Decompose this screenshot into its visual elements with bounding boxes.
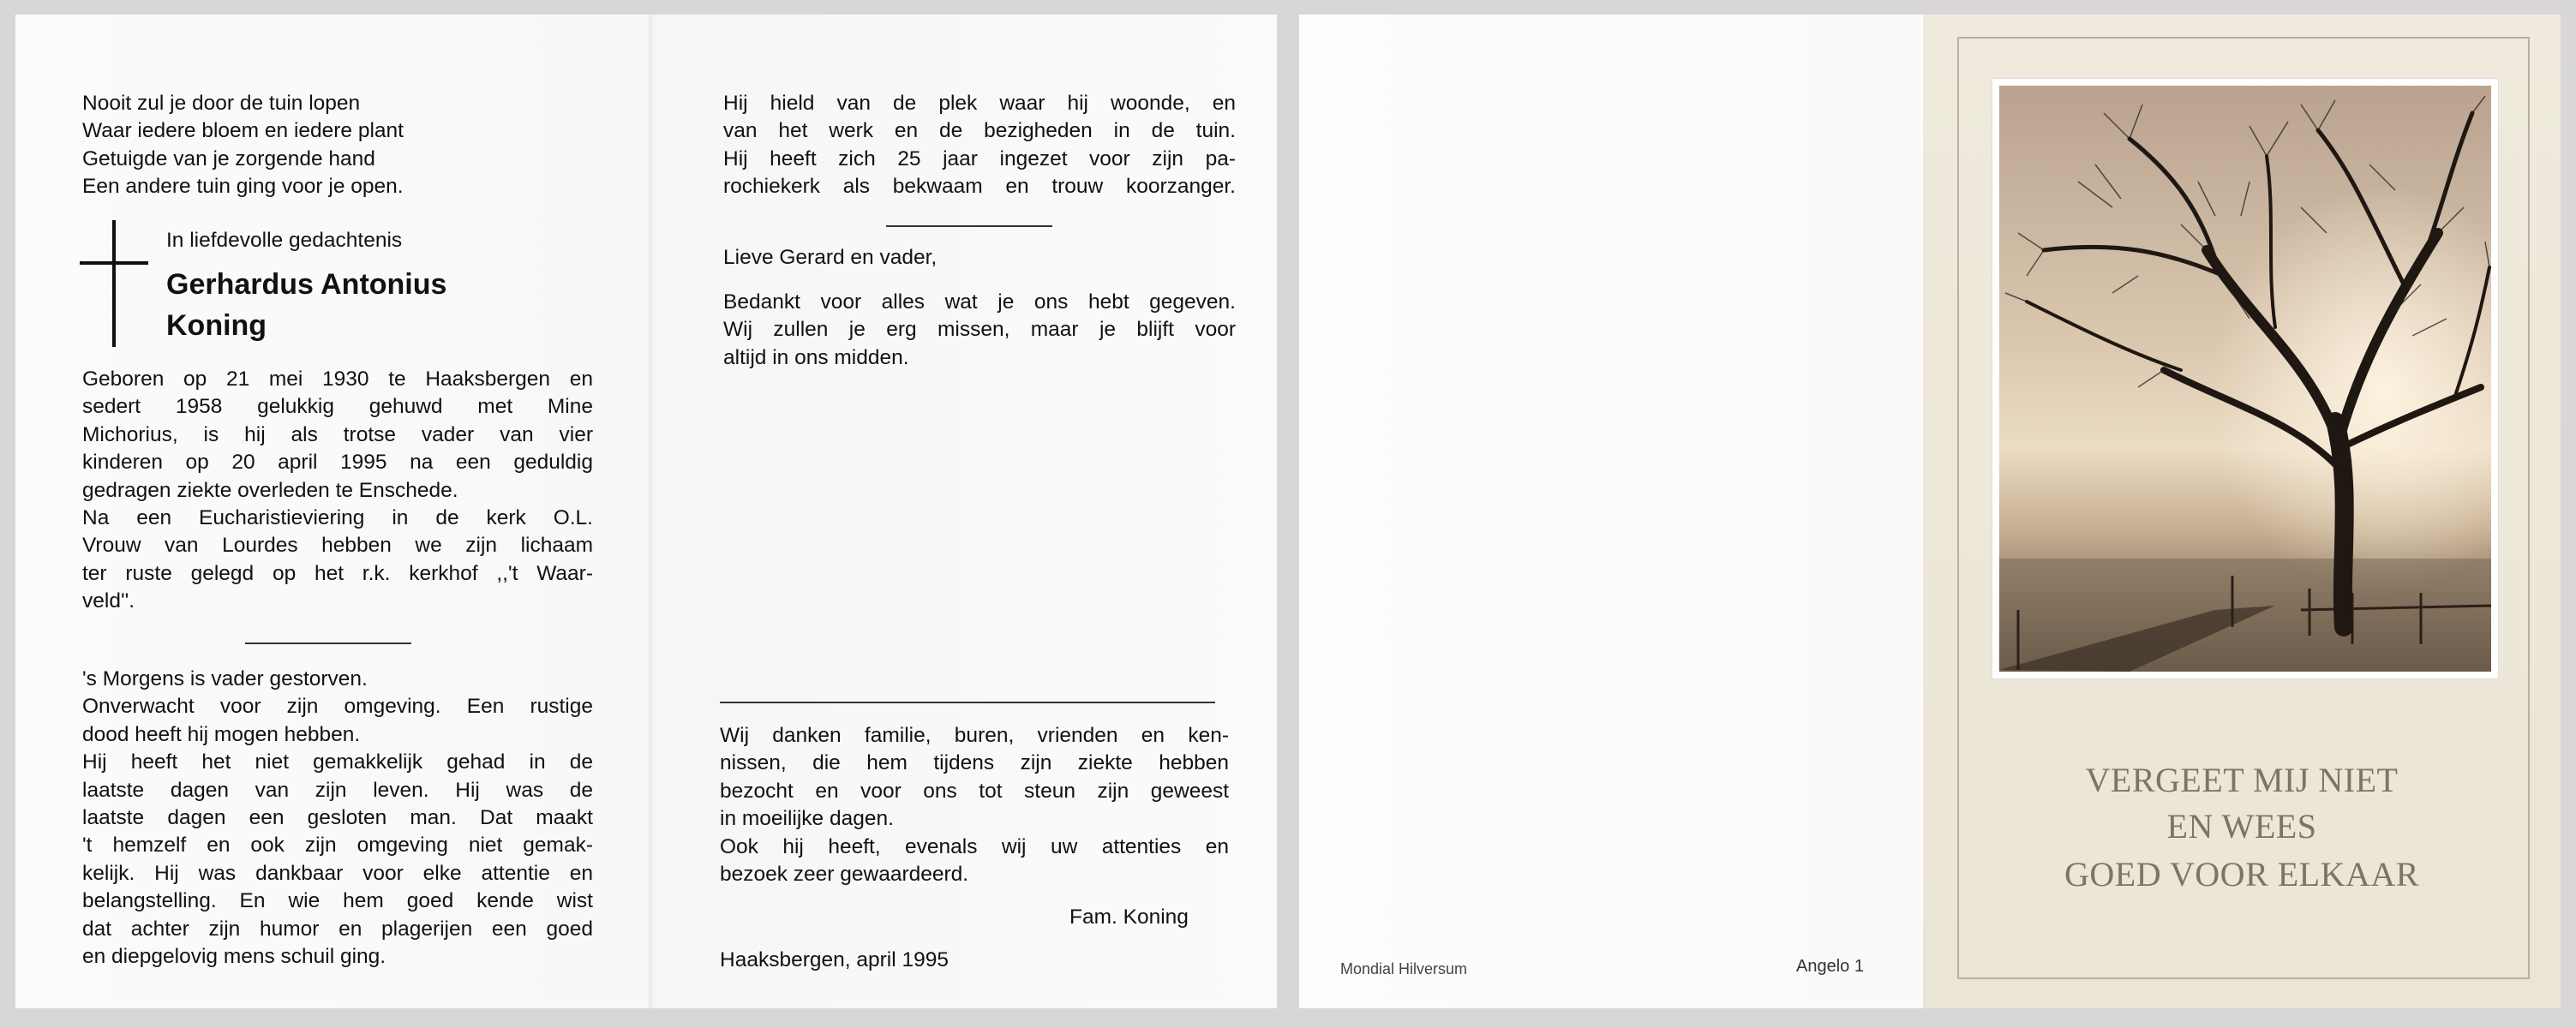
memorial-intro: In liefdevolle gedachtenis	[166, 229, 403, 252]
morgens-line: dood heeft hij mogen hebben.	[82, 722, 361, 746]
plek-line: Hij heeft zich 25 jaar ingezet voor zijn pa-	[723, 146, 1236, 170]
poem-line: Nooit zul je door de tuin lopen	[82, 92, 361, 115]
cross-icon	[112, 220, 116, 347]
thanks-line: Wij danken familie, buren, vrienden en ken-	[720, 724, 1229, 747]
morgens-block	[82, 666, 593, 971]
plek-line: Hij hield van de plek waar hij woonde, en	[723, 92, 1236, 115]
tree-photo	[1992, 78, 2499, 679]
morgens-line: kelijk. Hij was dankbaar voor elke attentie en	[82, 861, 593, 885]
family-signature: Fam. Koning	[1069, 905, 1189, 929]
morgens-line: 't hemzelf en ook zijn omgeving niet gemak-	[82, 834, 593, 858]
poem-line: Getuigde van je zorgende hand	[82, 146, 375, 170]
divider-rule	[886, 225, 1052, 227]
morgens-line: 's Morgens is vader gestorven.	[82, 667, 368, 690]
tree-image	[1992, 79, 2498, 678]
thanks-line: bezocht en voor ons tot steun zijn geweest	[720, 779, 1229, 803]
bio-line: sedert 1958 gelukkig gehuwd met Mine	[82, 395, 593, 419]
morgens-line: laatste dagen een gesloten man. Dat maakt	[82, 806, 593, 830]
bio-line: ter ruste gelegd op het r.k. kerkhof ,,'t Waar-	[82, 561, 593, 585]
bio-line: gedragen ziekte overleden te Enschede.	[82, 478, 458, 502]
plek-block	[723, 90, 1236, 201]
front-cover	[1923, 15, 2561, 1008]
cover-line-1: VERGEET MIJ NIET	[2085, 761, 2399, 799]
thanks-line: bezoek zeer gewaardeerd.	[720, 863, 969, 887]
cover-line-3: GOED VOOR ELKAAR	[2064, 855, 2419, 894]
place-date: Haaksbergen, april 1995	[720, 948, 949, 971]
cover-line-2: EN WEES	[2166, 807, 2317, 846]
bedankt-line: altijd in ons midden.	[723, 345, 909, 369]
bio-line: Na een Eucharistieviering in de kerk O.L.	[82, 506, 593, 530]
thanks-block	[720, 722, 1229, 888]
morgens-line: Hij heeft het niet gemakkelijk gehad in de	[82, 750, 593, 774]
biography-block	[82, 366, 593, 616]
deceased-name-last: Koning	[166, 309, 267, 342]
morgens-line: en diepgelovig mens schuil ging.	[82, 945, 386, 969]
plek-line: van het werk en de bezigheden in de tuin.	[723, 119, 1236, 143]
fold-line	[648, 15, 653, 1008]
bio-line: Michorius, is hij als trotse vader van vier	[82, 422, 593, 446]
card-inside-sheet	[15, 15, 1277, 1008]
salutation: Lieve Gerard en vader,	[723, 246, 938, 269]
divider-rule	[245, 642, 411, 644]
bedankt-block	[723, 289, 1236, 372]
bio-line: Vrouw van Lourdes hebben we zijn lichaam	[82, 534, 593, 558]
divider-rule	[720, 702, 1215, 703]
plek-line: rochiekerk als bekwaam en trouw koorzanger.	[723, 175, 1236, 199]
morgens-line: belangstelling. En wie hem goed kende wist	[82, 889, 593, 913]
poem-line: Waar iedere bloem en iedere plant	[82, 119, 404, 143]
cross-icon-bar	[80, 261, 148, 265]
morgens-line: laatste dagen van zijn leven. Hij was de	[82, 778, 593, 802]
bedankt-line: Wij zullen je erg missen, maar je blijft voor	[723, 318, 1236, 342]
bedankt-line: Bedankt voor alles wat je ons hebt gegeven.	[723, 290, 1236, 314]
bio-line: kinderen op 20 april 1995 na een geduldig	[82, 451, 593, 475]
thanks-line: nissen, die hem tijdens zijn ziekte hebben	[720, 751, 1229, 775]
poem-line: Een andere tuin ging voor je open.	[82, 175, 404, 199]
morgens-line: dat achter zijn humor en plagerijen een goed	[82, 917, 593, 941]
thanks-line: Ook hij heeft, evenals wij uw attenties en	[720, 834, 1229, 858]
back-panel	[1299, 15, 1923, 1008]
card-outside-sheet	[1299, 15, 2561, 1008]
printer-credit: Mondial Hilversum	[1340, 960, 1468, 977]
thanks-line: in moeilijke dagen.	[720, 807, 894, 831]
deceased-name-first: Gerhardus Antonius	[166, 268, 447, 301]
bio-line: veld''.	[82, 589, 135, 613]
bio-line: Geboren op 21 mei 1930 te Haaksbergen en	[82, 368, 593, 391]
card-model: Angelo 1	[1796, 957, 1864, 976]
poem-block	[82, 90, 528, 201]
morgens-line: Onverwacht voor zijn omgeving. Een rustige	[82, 695, 593, 719]
